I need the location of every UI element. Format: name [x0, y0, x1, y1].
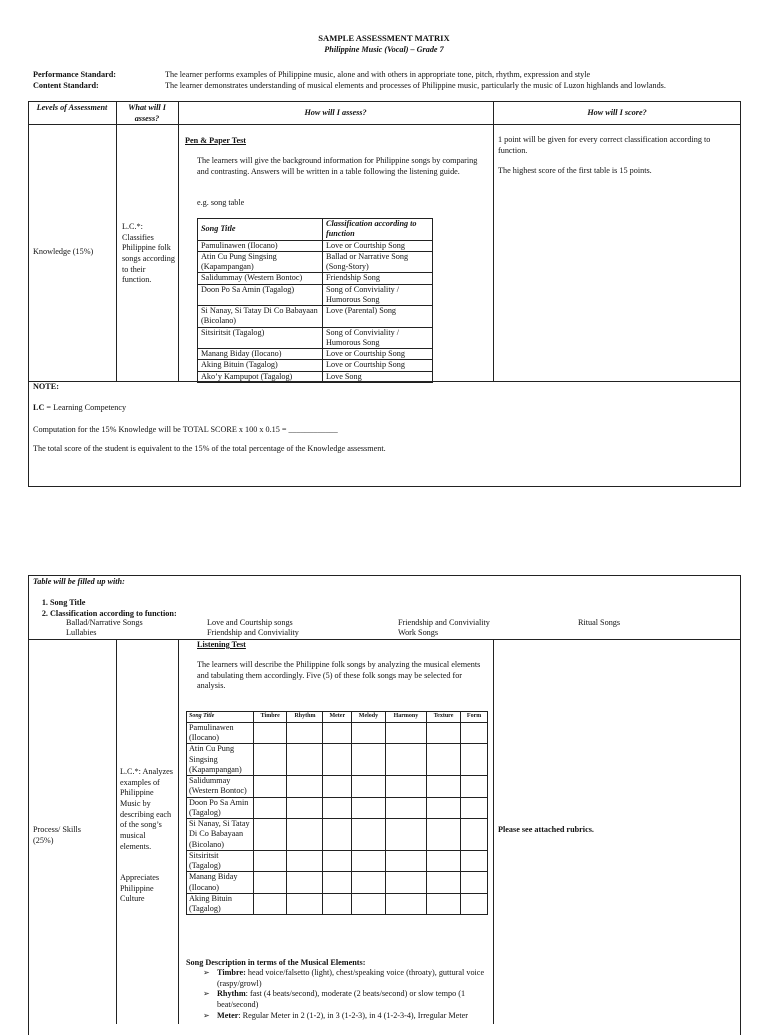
empty-cell[interactable] [323, 893, 352, 915]
empty-cell[interactable] [323, 744, 352, 776]
col-header-what: What will I assess? [128, 103, 166, 123]
song-title-cell: Salidummay (Western Bontoc) [187, 776, 254, 798]
song-table-example: e.g. song table [197, 198, 245, 207]
song-title-cell: Manang Biday (Ilocano) [198, 349, 323, 360]
song-title-cell: Pamulinawen (Ilocano) [187, 722, 254, 744]
song-title-cell: Atin Cu Pung Singsing (Kapampangan) [187, 744, 254, 776]
note-total: The total score of the student is equivalent to the 15% of the total percentage of the Knowledge assessment. [33, 444, 386, 453]
empty-cell[interactable] [323, 797, 352, 819]
th-song-title: Song Title [187, 712, 254, 723]
empty-cell[interactable] [461, 819, 488, 851]
table-row [198, 284, 433, 306]
table-row [198, 306, 433, 328]
empty-cell[interactable] [426, 744, 460, 776]
empty-cell[interactable] [287, 850, 323, 872]
song-title-cell: Salidummay (Western Bontoc) [198, 273, 323, 284]
fill-item-song-title: 1. Song Title [50, 598, 177, 609]
empty-cell[interactable] [385, 819, 426, 851]
classification-cell: Friendship Song [323, 273, 433, 284]
empty-cell[interactable] [323, 776, 352, 798]
classification-cell: Love or Courtship Song [323, 360, 433, 371]
empty-cell[interactable] [287, 893, 323, 915]
classification-cell: Song of Conviviality / Humorous Song [323, 284, 433, 306]
musical-elements-table [186, 711, 488, 915]
timbre-text: head voice/falsetto (light), chest/speaking voice (throaty), guttural voice (raspy/growl) [217, 968, 485, 988]
empty-cell[interactable] [254, 797, 287, 819]
knowledge-highest-score: The highest score of the first table is 15 points. [498, 166, 652, 175]
empty-cell[interactable] [426, 850, 460, 872]
song-title-cell: Manang Biday (Ilocano) [187, 872, 254, 894]
empty-cell[interactable] [426, 797, 460, 819]
empty-cell[interactable] [385, 893, 426, 915]
song-title-cell: Atin Cu Pung Singsing (Kapampangan) [198, 251, 323, 273]
table-row [198, 360, 433, 371]
list-item [217, 989, 503, 1010]
empty-cell[interactable] [352, 893, 386, 915]
table-row [187, 722, 488, 744]
song-title-cell: Aking Bituin (Tagalog) [187, 893, 254, 915]
performance-standard-text: The learner performs examples of Philippine music, alone and with others in appropriate tone, pitch, rhythm, expression and style [165, 70, 591, 79]
pen-paper-test-desc: The learners will give the background information for Philippine songs by comparing and contrasting. Answers will be written in a table following the listening guide. [197, 156, 478, 176]
process-score-note: Please see attached rubrics. [498, 825, 594, 834]
fill-item-classification: 2. Classification according to function: [50, 609, 177, 620]
list-item [217, 968, 503, 989]
empty-cell[interactable] [254, 850, 287, 872]
musical-elements-list [203, 968, 503, 1021]
knowledge-score-rule: 1 point will be given for every correct classification according to function. [498, 135, 711, 155]
listening-test-title: Listening Test [197, 640, 246, 649]
table-row [198, 327, 433, 349]
table-row [187, 850, 488, 872]
table-row [198, 371, 433, 382]
empty-cell[interactable] [323, 819, 352, 851]
song-title-cell: Sitsiritsit (Tagalog) [187, 850, 254, 872]
empty-cell[interactable] [287, 776, 323, 798]
performance-standard-label: Performance Standard: [33, 70, 116, 79]
lc-definition: = Learning Competency [46, 403, 127, 412]
table-row [198, 273, 433, 284]
empty-cell[interactable] [385, 776, 426, 798]
empty-cell[interactable] [287, 722, 323, 744]
empty-cell[interactable] [426, 776, 460, 798]
content-standard-text: The learner demonstrates understanding of musical elements and processes of Philippine music, particularly the music of Luzon highlands and lowlands. [165, 81, 666, 90]
meter-label: Meter [217, 1010, 239, 1020]
col-header-how-score: How will I score? [587, 108, 647, 117]
level-knowledge: Knowledge (15%) [33, 247, 94, 256]
fill-option: Friendship and Conviviality [207, 628, 299, 637]
th-classification: Classification according to function [323, 219, 433, 241]
classification-cell: Ballad or Narrative Song (Song-Story) [323, 251, 433, 273]
empty-cell[interactable] [323, 850, 352, 872]
fill-option: Work Songs [398, 628, 439, 637]
song-title-cell: Aking Bituin (Tagalog) [198, 360, 323, 371]
empty-cell[interactable] [385, 744, 426, 776]
listening-test-desc: The learners will describe the Philippine folk songs by analyzing the musical elements and tabulating them accordingly. Five (5) of these folk songs may be selected for analysis. [197, 660, 481, 691]
meter-text: : Regular Meter in 2 (1-2), in 3 (1-2-3), in 4 (1-2-3-4), Irregular Meter [238, 1010, 468, 1020]
table-row [198, 251, 433, 273]
empty-cell[interactable] [461, 893, 488, 915]
song-title-cell: Doon Po Sa Amin (Tagalog) [187, 797, 254, 819]
table-row [187, 776, 488, 798]
document-title: SAMPLE ASSESSMENT MATRIX [318, 33, 450, 43]
song-title-cell: Doon Po Sa Amin (Tagalog) [198, 284, 323, 306]
empty-cell[interactable] [385, 872, 426, 894]
empty-cell[interactable] [426, 893, 460, 915]
empty-cell[interactable] [323, 872, 352, 894]
empty-cell[interactable] [254, 872, 287, 894]
fill-option: Friendship and Conviviality [398, 618, 490, 627]
level-process: Process/ Skills (25%) [33, 825, 81, 845]
table-row [187, 744, 488, 776]
note-computation: Computation for the 15% Knowledge will be TOTAL SCORE x 100 x 0.15 = ____________ [33, 425, 338, 434]
empty-cell[interactable] [323, 722, 352, 744]
classification-cell: Love Song [323, 371, 433, 382]
table-row [187, 872, 488, 894]
classification-cell: Love or Courtship Song [323, 240, 433, 251]
col-header-levels: Levels of Assessment [36, 103, 108, 112]
song-title-cell: Si Nanay, Si Tatay Di Co Babayaan (Bicolano) [187, 819, 254, 851]
fill-heading: Table will be filled up with: [33, 577, 125, 586]
empty-cell[interactable] [352, 797, 386, 819]
song-title-cell: Sitsiritsit (Tagalog) [198, 327, 323, 349]
empty-cell[interactable] [352, 872, 386, 894]
table-row [187, 797, 488, 819]
empty-cell[interactable] [352, 744, 386, 776]
song-title-cell: Ako’y Kampupot (Tagalog) [198, 371, 323, 382]
empty-cell[interactable] [254, 776, 287, 798]
fill-list [26, 598, 177, 619]
fill-option: Love and Courtship songs [207, 618, 293, 627]
table-row [187, 893, 488, 915]
empty-cell[interactable] [287, 797, 323, 819]
fill-option: Lullabies [66, 628, 97, 637]
empty-cell[interactable] [385, 797, 426, 819]
empty-cell[interactable] [461, 722, 488, 744]
empty-cell[interactable] [287, 819, 323, 851]
classification-cell: Love (Parental) Song [323, 306, 433, 328]
empty-cell[interactable] [426, 722, 460, 744]
th-harmony: Harmony [385, 712, 426, 723]
lc-process: L.C.*: Analyzes examples of Philippine Music by describing each of the song’s musical elements. [120, 767, 173, 851]
th-timbre: Timbre [254, 712, 287, 723]
empty-cell[interactable] [287, 744, 323, 776]
table-row [198, 349, 433, 360]
empty-cell[interactable] [352, 722, 386, 744]
th-melody: Melody [352, 712, 386, 723]
th-rhythm: Rhythm [287, 712, 323, 723]
rhythm-text: : fast (4 beats/second), moderate (2 beats/second) or slow tempo (1 beat/second) [217, 989, 466, 1009]
empty-cell[interactable] [426, 819, 460, 851]
song-classification-table [197, 218, 433, 383]
empty-cell[interactable] [461, 872, 488, 894]
document-subtitle: Philippine Music (Vocal) – Grade 7 [324, 45, 444, 54]
timbre-label: Timbre: [217, 968, 246, 977]
list-item [217, 1011, 503, 1022]
th-form: Form [461, 712, 488, 723]
empty-cell[interactable] [352, 776, 386, 798]
empty-cell[interactable] [461, 744, 488, 776]
th-texture: Texture [426, 712, 460, 723]
empty-cell[interactable] [352, 819, 386, 851]
empty-cell[interactable] [385, 850, 426, 872]
lc-process-appreciation: Appreciates Philippine Culture [120, 873, 160, 904]
table-row [187, 819, 488, 851]
empty-cell[interactable] [461, 797, 488, 819]
empty-cell[interactable] [352, 850, 386, 872]
table-row [198, 240, 433, 251]
song-description-heading: Song Description in terms of the Musical Elements: [186, 958, 366, 967]
fill-option: Ballad/Narrative Songs [66, 618, 143, 627]
empty-cell[interactable] [461, 776, 488, 798]
empty-cell[interactable] [287, 872, 323, 894]
lc-knowledge: L.C.*: Classifies Philippine folk songs according to their function. [122, 222, 175, 285]
th-song-title: Song Title [198, 219, 323, 241]
rhythm-label: Rhythm [217, 989, 246, 999]
col-header-how-assess: How will I assess? [304, 108, 367, 117]
song-title-cell: Pamulinawen (Ilocano) [198, 240, 323, 251]
lc-abbreviation: LC [33, 403, 45, 412]
pen-paper-test-title: Pen & Paper Test [185, 136, 247, 145]
classification-cell: Song of Conviviality / Humorous Song [323, 327, 433, 349]
classification-cell: Love or Courtship Song [323, 349, 433, 360]
th-meter: Meter [323, 712, 352, 723]
empty-cell[interactable] [385, 722, 426, 744]
fill-option: Ritual Songs [578, 618, 621, 627]
note-label: NOTE: [33, 382, 59, 391]
note-lc-definition [33, 403, 126, 414]
empty-cell[interactable] [254, 722, 287, 744]
empty-cell[interactable] [426, 872, 460, 894]
empty-cell[interactable] [254, 819, 287, 851]
empty-cell[interactable] [461, 850, 488, 872]
empty-cell[interactable] [254, 893, 287, 915]
empty-cell[interactable] [254, 744, 287, 776]
song-title-cell: Si Nanay, Si Tatay Di Co Babayaan (Bicolano) [198, 306, 323, 328]
content-standard-label: Content Standard: [33, 81, 99, 90]
